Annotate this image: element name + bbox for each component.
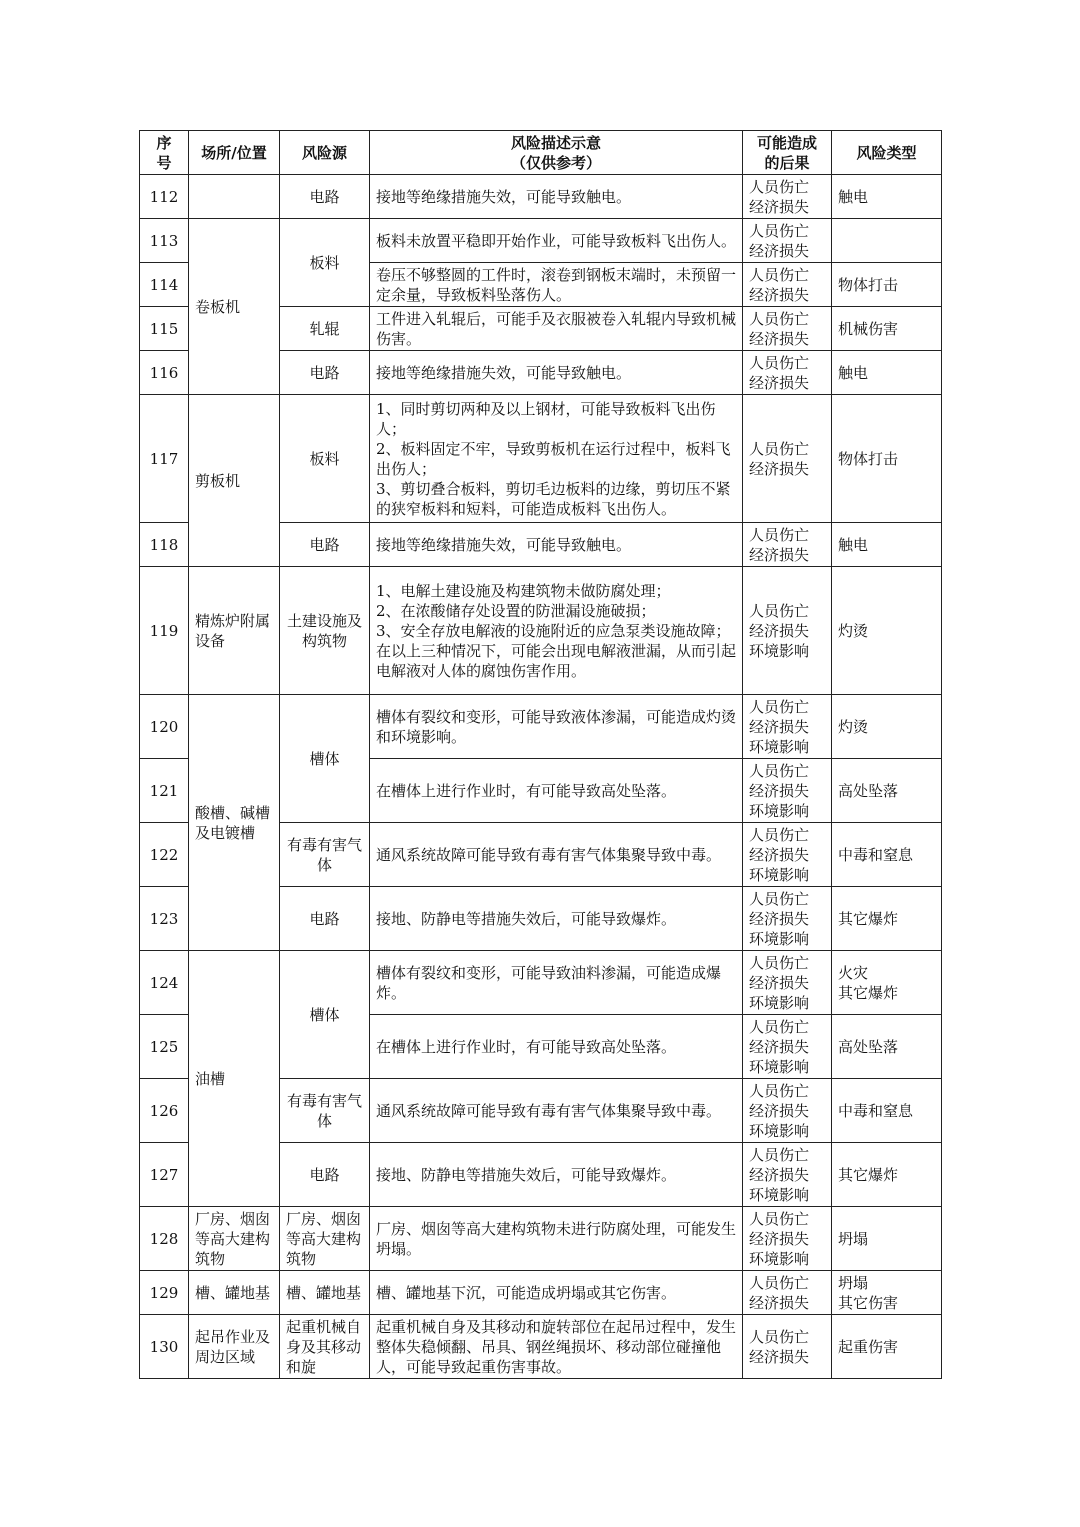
table-row [140,567,942,695]
description-cell: 在槽体上进行作业时，有可能导致高处坠落。 [370,1015,743,1079]
description-cell: 工件进入轧辊后，可能手及衣服被卷入轧辊内导致机械伤害。 [370,307,743,351]
source-cell: 板料 [280,219,370,307]
row-number: 113 [140,219,189,263]
type-cell: 其它爆炸 [832,1143,942,1207]
description-cell: 接地、防静电等措施失效后，可能导致爆炸。 [370,1143,743,1207]
location-cell: 油槽 [189,951,280,1207]
source-cell: 电路 [280,887,370,951]
type-cell: 灼烫 [832,567,942,695]
type-cell: 机械伤害 [832,307,942,351]
consequence-cell: 人员伤亡 经济损失 环境影响 [743,823,832,887]
description-cell: 1、电解土建设施及构建筑物未做防腐处理； 2、在浓酸储存处设置的防泄漏设施破损； 3、安全存放电解液的设施附近的应急泵类设施故障； 在以上三种情况下，可能会出现电解液泄漏，从而引起电解液对人体的腐蚀伤害作用。 [370,567,743,695]
row-number: 129 [140,1271,189,1315]
row-number: 130 [140,1315,189,1379]
type-cell: 灼烫 [832,695,942,759]
consequence-cell: 人员伤亡 经济损失 环境影响 [743,695,832,759]
header-source: 风险源 [280,131,370,175]
table-header-row [140,131,942,175]
description-cell: 板料未放置平稳即开始作业，可能导致板料飞出伤人。 [370,219,743,263]
consequence-cell: 人员伤亡 经济损失 [743,263,832,307]
table-row [140,695,942,759]
type-cell: 其它爆炸 [832,887,942,951]
description-cell: 卷压不够整圆的工件时，滚卷到钢板末端时，未预留一定余量，导致板料坠落伤人。 [370,263,743,307]
source-cell: 土建设施及构筑物 [280,567,370,695]
type-cell: 中毒和窒息 [832,823,942,887]
row-number: 120 [140,695,189,759]
location-cell: 槽、罐地基 [189,1271,280,1315]
header-consequence: 可能造成 的后果 [743,131,832,175]
type-cell: 触电 [832,351,942,395]
source-cell: 电路 [280,175,370,219]
description-cell: 接地、防静电等措施失效后，可能导致爆炸。 [370,887,743,951]
type-cell: 坍塌 其它伤害 [832,1271,942,1315]
description-cell: 接地等绝缘措施失效，可能导致触电。 [370,351,743,395]
source-cell: 有毒有害气体 [280,823,370,887]
row-number: 124 [140,951,189,1015]
description-cell: 厂房、烟囱等高大建构筑物未进行防腐处理，可能发生坍塌。 [370,1207,743,1271]
risk-table [139,130,942,1379]
consequence-cell: 人员伤亡 经济损失 环境影响 [743,951,832,1015]
table-row [140,1315,942,1379]
source-cell: 槽、罐地基 [280,1271,370,1315]
description-cell: 起重机械自身及其移动和旋转部位在起吊过程中，发生整体失稳倾翻、吊具、钢丝绳损坏、移动部位碰撞他人，可能导致起重伤害事故。 [370,1315,743,1379]
description-cell: 通风系统故障可能导致有毒有害气体集聚导致中毒。 [370,823,743,887]
row-number: 121 [140,759,189,823]
type-cell: 物体打击 [832,263,942,307]
type-cell: 触电 [832,175,942,219]
source-cell: 槽体 [280,951,370,1079]
location-cell: 厂房、烟囱等高大建构筑物 [189,1207,280,1271]
table-row [140,395,942,523]
source-cell: 板料 [280,395,370,523]
consequence-cell: 人员伤亡 经济损失 环境影响 [743,1207,832,1271]
location-cell: 卷板机 [189,219,280,395]
header-type: 风险类型 [832,131,942,175]
source-cell: 厂房、烟囱等高大建构筑物 [280,1207,370,1271]
table-row [140,175,942,219]
consequence-cell: 人员伤亡 经济损失 环境影响 [743,887,832,951]
location-cell: 剪板机 [189,395,280,567]
type-cell: 物体打击 [832,395,942,523]
type-cell: 火灾 其它爆炸 [832,951,942,1015]
type-cell [832,219,942,263]
consequence-cell: 人员伤亡 经济损失 环境影响 [743,567,832,695]
table-row [140,1207,942,1271]
row-number: 115 [140,307,189,351]
source-cell: 电路 [280,523,370,567]
description-cell: 通风系统故障可能导致有毒有害气体集聚导致中毒。 [370,1079,743,1143]
row-number: 128 [140,1207,189,1271]
row-number: 119 [140,567,189,695]
description-cell: 接地等绝缘措施失效，可能导致触电。 [370,523,743,567]
type-cell: 高处坠落 [832,759,942,823]
consequence-cell: 人员伤亡 经济损失 环境影响 [743,759,832,823]
source-cell: 起重机械自身及其移动和旋 [280,1315,370,1379]
description-cell: 槽体有裂纹和变形，可能导致液体渗漏，可能造成灼烫和环境影响。 [370,695,743,759]
table-row [140,1271,942,1315]
source-cell: 槽体 [280,695,370,823]
consequence-cell: 人员伤亡 经济损失 环境影响 [743,1143,832,1207]
row-number: 122 [140,823,189,887]
consequence-cell: 人员伤亡 经济损失 [743,395,832,523]
header-num: 序 号 [140,131,189,175]
type-cell: 中毒和窒息 [832,1079,942,1143]
description-cell: 接地等绝缘措施失效，可能导致触电。 [370,175,743,219]
header-location: 场所/位置 [189,131,280,175]
row-number: 125 [140,1015,189,1079]
source-cell: 有毒有害气体 [280,1079,370,1143]
row-number: 116 [140,351,189,395]
location-cell [189,175,280,219]
location-cell: 精炼炉附属设备 [189,567,280,695]
row-number: 118 [140,523,189,567]
description-cell: 在槽体上进行作业时，有可能导致高处坠落。 [370,759,743,823]
consequence-cell: 人员伤亡 经济损失 [743,523,832,567]
consequence-cell: 人员伤亡 经济损失 [743,1315,832,1379]
consequence-cell: 人员伤亡 经济损失 [743,175,832,219]
table-row [140,951,942,1015]
type-cell: 起重伤害 [832,1315,942,1379]
type-cell: 高处坠落 [832,1015,942,1079]
row-number: 123 [140,887,189,951]
row-number: 112 [140,175,189,219]
source-cell: 电路 [280,351,370,395]
row-number: 127 [140,1143,189,1207]
header-description: 风险描述示意 （仅供参考） [370,131,743,175]
description-cell: 1、同时剪切两种及以上钢材，可能导致板料飞出伤人； 2、板料固定不牢，导致剪板机在运行过程中，板料飞出伤人； 3、剪切叠合板料，剪切毛边板料的边缘，剪切压不紧的狭窄板料和短料，可能造成板料飞出伤人。 [370,395,743,523]
type-cell: 坍塌 [832,1207,942,1271]
location-cell: 酸槽、碱槽及电镀槽 [189,695,280,951]
table-row [140,219,942,263]
consequence-cell: 人员伤亡 经济损失 [743,307,832,351]
consequence-cell: 人员伤亡 经济损失 环境影响 [743,1079,832,1143]
row-number: 126 [140,1079,189,1143]
type-cell: 触电 [832,523,942,567]
consequence-cell: 人员伤亡 经济损失 环境影响 [743,1015,832,1079]
description-cell: 槽、罐地基下沉，可能造成坍塌或其它伤害。 [370,1271,743,1315]
consequence-cell: 人员伤亡 经济损失 [743,1271,832,1315]
source-cell: 轧辊 [280,307,370,351]
consequence-cell: 人员伤亡 经济损失 [743,351,832,395]
row-number: 114 [140,263,189,307]
location-cell: 起吊作业及周边区域 [189,1315,280,1379]
consequence-cell: 人员伤亡 经济损失 [743,219,832,263]
source-cell: 电路 [280,1143,370,1207]
row-number: 117 [140,395,189,523]
description-cell: 槽体有裂纹和变形，可能导致油料渗漏，可能造成爆炸。 [370,951,743,1015]
